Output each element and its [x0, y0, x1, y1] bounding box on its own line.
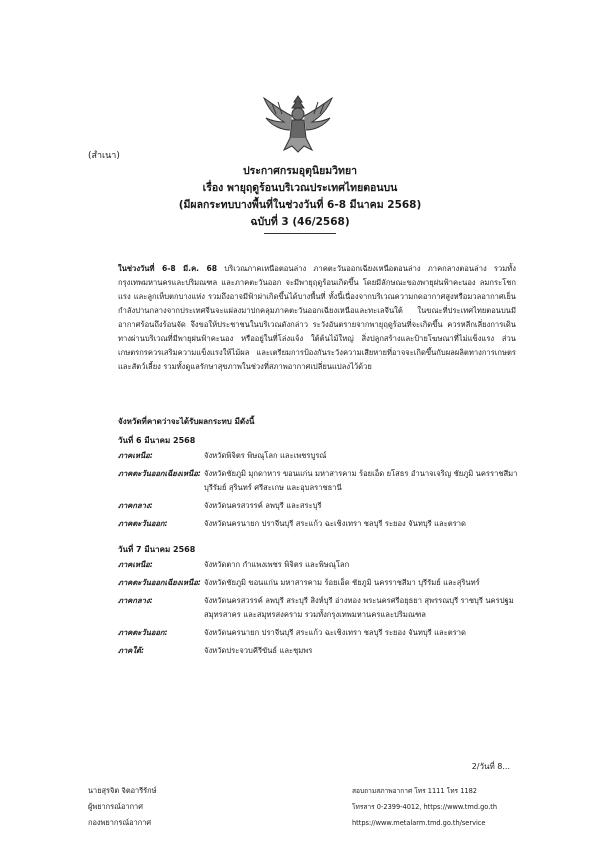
- region-provinces: จังหวัดตาก กำแพงเพชร พิจิตร และพิษณุโลก: [204, 560, 350, 569]
- garuda-emblem-icon: [262, 92, 334, 154]
- contact-phone[interactable]: โทรสาร 0-2399-4012, https://www.tmd.go.th: [352, 803, 498, 811]
- day-section: [118, 433, 518, 535]
- region-label: ภาคกลาง:: [118, 501, 153, 510]
- region-label: ภาคตะวันออกเฉียงเหนือ:: [118, 578, 201, 587]
- contact-url[interactable]: https://www.metalarm.tmd.go.th/service: [352, 819, 486, 827]
- intro-body: บริเวณภาคเหนือตอนล่าง ภาคตะวันออกเฉียงเหนือตอนล่าง ภาคกลางตอนล่าง รวมทั้งกรุงเทพมหานครและปริมณฑล และภาคตะวันออก จะมีพายุฤดูร้อนเกิดขึ้น โดยมีลักษณะของพายุฝนฟ้าคะนอง ลมกระโชกแรง และลูกเห็บตกบางแห่ง รวมถึงอาจมีฟ้าผ่าเกิดขึ้นได้บางพื้นที่ ทั้งนี้เนื่องจากบริเวณความกดอากาศสูงหรือมวลอากาศเย็นกำลังปานกลางจากประเทศจีนจะแผ่ลงมาปกคลุมภาคตะวันออกเฉียงเหนือและทะเลจีนใต้ ในขณะที่ประเทศไทยตอนบนมีอากาศร้อนถึงร้อนจัด จึงขอให้ประชาชนในบริเวณดังกล่าว ระวังอันตรายจากพายุฤดูร้อนที่จะเกิดขึ้น ควรหลีกเลี่ยงการเดินทางผ่านบริเวณที่มีพายุฝนฟ้าคะนอง หรืออยู่ในที่โล่งแจ้ง ใต้ต้นไม้ใหญ่ สิ่งปลูกสร้างและป้ายโฆษณาที่ไม่แข็งแรง ส่วนเกษตรกรควรเสริมความแข็งแรงให้ไม้ผล และเตรียมการป้องกันระวังความเสียหายที่อาจจะเกิดขึ้นกับผลผลิตทางการเกษตร และสัตว์เลี้ยง รวมทั้งดูแลรักษาสุขภาพในช่วงที่สภาพอากาศเปลี่ยนแปลงไว้ด้วย: [118, 264, 516, 371]
- region-label: ภาคเหนือ:: [118, 560, 153, 569]
- region-provinces: จังหวัดชัยภูมิ ขอนแก่น มหาสารคาม ร้อยเอ็ด ชัยภูมิ นครราชสีมา บุรีรัมย์ และสุรินทร์: [204, 578, 480, 587]
- day-section: [118, 542, 518, 662]
- region-label: ภาคตะวันออก:: [118, 519, 168, 528]
- day-title: วันที่ 6 มีนาคม 2568: [118, 436, 196, 445]
- region-provinces: จังหวัดนครนายก ปราจีนบุรี สระแก้ว ฉะเชิงเทรา ชลบุรี ระยอง จันทบุรี และตราด: [204, 519, 466, 528]
- signatory-position: ผู้พยากรณ์อากาศ: [88, 802, 143, 811]
- region-row: [118, 576, 518, 590]
- region-provinces: จังหวัดนครสวรรค์ ลพบุรี สระบุรี สิงห์บุรี อ่างทอง พระนครศรีอยุธยา สุพรรณบุรี ราชบุรี นครปฐม สมุทรสาคร และสมุทรสงคราม รวมทั้งกรุงเทพมหานครและปริมณฑล: [204, 596, 514, 619]
- announcement-header: [0, 163, 600, 234]
- region-row: [118, 499, 518, 513]
- region-provinces: จังหวัดประจวบคีรีขันธ์ และชุมพร: [204, 646, 313, 655]
- region-label: ภาคใต้:: [118, 646, 145, 655]
- region-provinces: จังหวัดพิจิตร พิษณุโลก และเพชรบูรณ์: [204, 451, 327, 460]
- region-label: ภาคกลาง:: [118, 596, 153, 605]
- intro-paragraph: [118, 262, 516, 374]
- signatory-division: กองพยากรณ์อากาศ: [88, 818, 152, 827]
- footer-contact: [352, 783, 522, 831]
- continued-marker: 2/วันที่ 8...: [471, 762, 510, 771]
- copy-label: (สำเนา): [88, 151, 120, 161]
- region-provinces: จังหวัดนครสวรรค์ ลพบุรี และสระบุรี: [204, 501, 322, 510]
- intro-lead: ในช่วงวันที่ 6-8 มี.ค. 68: [118, 264, 218, 273]
- region-provinces: จังหวัดนครนายก ปราจีนบุรี สระแก้ว ฉะเชิงเทรา ชลบุรี ระยอง จันทบุรี และตราด: [204, 628, 466, 637]
- provinces-heading: จังหวัดที่คาดว่าจะได้รับผลกระทบ มีดังนี้: [118, 417, 255, 426]
- announcement-title: ประกาศกรมอุตุนิยมวิทยา: [242, 165, 358, 177]
- region-row: [118, 467, 518, 495]
- region-label: ภาคเหนือ:: [118, 451, 153, 460]
- region-row: [118, 558, 518, 572]
- day-title: วันที่ 7 มีนาคม 2568: [118, 545, 196, 554]
- region-label: ภาคตะวันออกเฉียงเหนือ:: [118, 469, 201, 478]
- region-row: [118, 517, 518, 531]
- announcement-impact: (มีผลกระทบบางพื้นที่ในช่วงวันที่ 6-8 มีนาคม 2568): [178, 199, 422, 211]
- contact-office: สอบถามสภาพอากาศ โทร 1111 โทร 1182: [352, 787, 477, 795]
- announcement-subject: เรื่อง พายุฤดูร้อนบริเวณประเทศไทยตอนบน: [202, 182, 398, 194]
- region-provinces: จังหวัดชัยภูมิ มุกดาหาร ขอนแก่น มหาสารคาม ร้อยเอ็ด ยโสธร อำนาจเจริญ ชัยภูมิ นครราชสีมา บุรีรัมย์ สุรินทร์ ศรีสะเกษ และอุบลราชธานี: [204, 469, 518, 492]
- signatory-name: นายสุรจิต จิตอารีรักษ์: [88, 786, 157, 795]
- region-row: [118, 644, 518, 658]
- footer-signatory: [88, 783, 157, 831]
- region-row: [118, 449, 518, 463]
- region-row: [118, 594, 518, 622]
- announcement-issue: ฉบับที่ 3 (46/2568): [250, 216, 350, 228]
- region-label: ภาคตะวันออก:: [118, 628, 168, 637]
- header-divider: [264, 233, 336, 234]
- region-row: [118, 626, 518, 640]
